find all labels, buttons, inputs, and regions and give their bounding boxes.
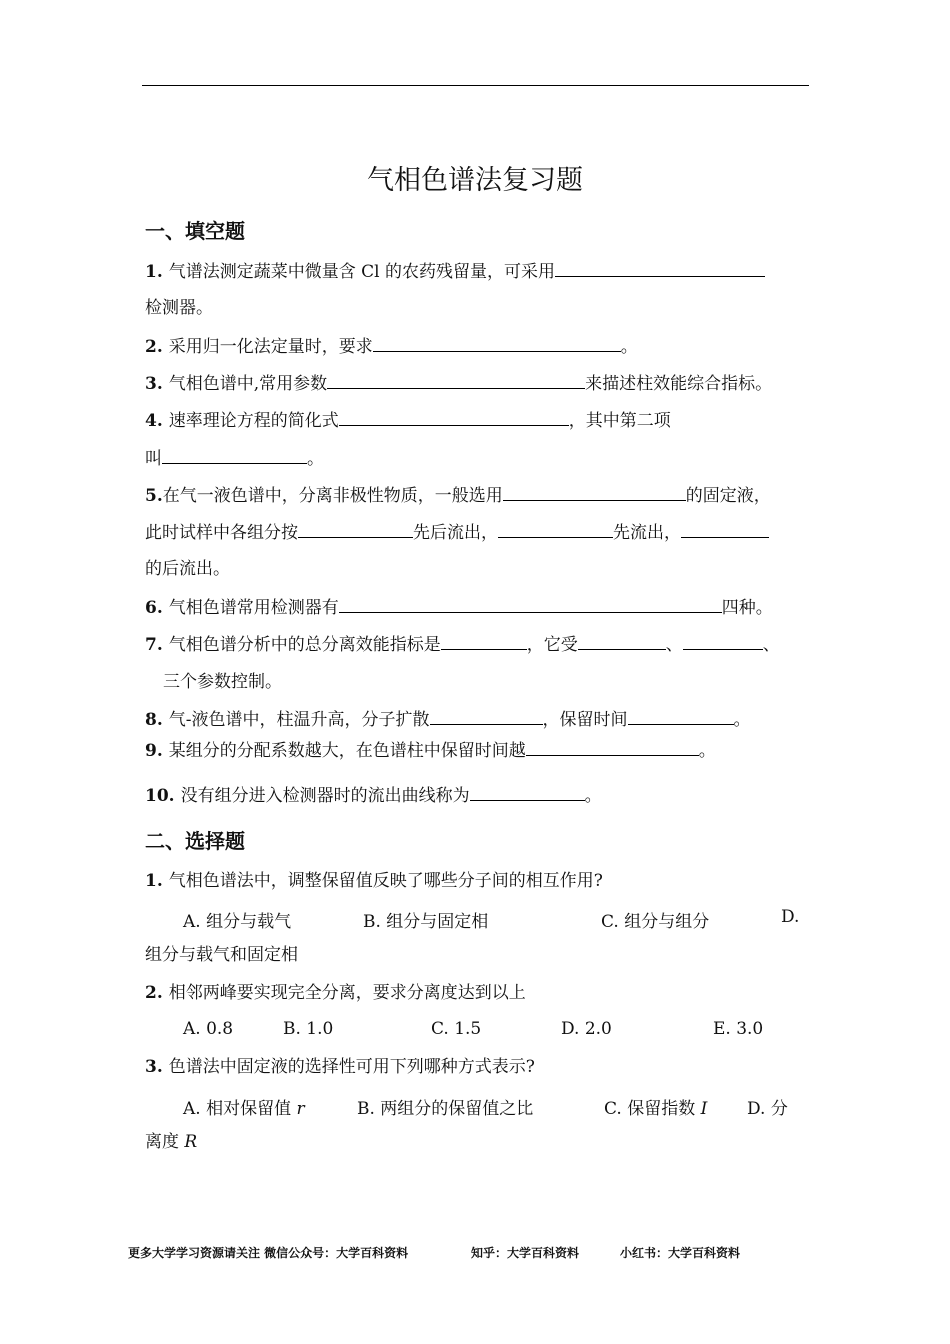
choice-q1-option-d-text: 组分与载气和固定相: [145, 945, 298, 965]
fill-q4-line2: 叫 。: [145, 449, 324, 469]
footer-wechat: 更多大学学习资源请关注 微信公众号：大学百科资料: [128, 1246, 409, 1260]
choice-q3-option-a[interactable]: A. 相对保留值 r: [183, 1099, 305, 1119]
answer-blank[interactable]: [298, 521, 413, 538]
header-rule: [142, 85, 809, 86]
answer-blank[interactable]: [339, 409, 569, 426]
fill-q4-line1: 4. 速率理论方程的简化式 ，其中第二项: [145, 411, 671, 431]
answer-blank[interactable]: [578, 633, 666, 650]
answer-blank[interactable]: [683, 633, 763, 650]
fill-q5-line3: 的后流出。: [145, 559, 230, 579]
fill-q6: 6. 气相色谱常用检测器有 四种。: [145, 598, 773, 618]
answer-blank[interactable]: [555, 260, 765, 277]
choice-q2-option-c[interactable]: C. 1.5: [431, 1019, 482, 1039]
answer-blank[interactable]: [339, 596, 722, 613]
fill-q3: 3. 气相色谱中,常用参数 来描述柱效能综合指标。: [145, 374, 773, 394]
choice-q3-option-b[interactable]: B. 两组分的保留值之比: [357, 1099, 534, 1119]
answer-blank[interactable]: [498, 521, 613, 538]
fill-q5-line1: 5.在气一液色谱中，分离非极性物质，一般选用 的固定液，: [145, 486, 771, 506]
fill-q1-line1: 1. 气谱法测定蔬菜中微量含 Cl 的农药残留量，可采用: [145, 260, 765, 283]
fill-q7-line1: 7. 气相色谱分析中的总分离效能指标是 ，它受 、 、: [145, 635, 780, 655]
fill-q1-line2: 检测器。: [145, 298, 213, 318]
fill-q7-line2: 三个参数控制。: [163, 672, 282, 692]
fill-q10: 10. 没有组分进入检测器时的流出曲线称为 。: [145, 786, 602, 806]
fill-q5-line2: 此时试样中各组分按 先后流出， 先流出，: [145, 521, 769, 544]
choice-q1-option-a[interactable]: A. 组分与载气: [183, 912, 292, 932]
choice-q1: 1. 气相色谱法中，调整保留值反映了哪些分子间的相互作用?: [145, 871, 603, 891]
fill-q9: 9. 某组分的分配系数越大，在色谱柱中保留时间越 。: [145, 741, 716, 761]
section-choice-heading: 二、选择题: [145, 829, 245, 853]
answer-blank[interactable]: [373, 335, 621, 352]
choice-q2-option-e[interactable]: E. 3.0: [713, 1019, 764, 1039]
footer-zhihu: 知乎：大学百科资料: [471, 1246, 580, 1260]
section-fill-heading: 一、填空题: [145, 219, 245, 243]
answer-blank[interactable]: [441, 633, 527, 650]
choice-q2: 2. 相邻两峰要实现完全分离，要求分离度达到以上: [145, 983, 526, 1003]
page-title: 气相色谱法复习题: [367, 165, 583, 196]
choice-q2-option-d[interactable]: D. 2.0: [561, 1019, 612, 1039]
choice-q1-option-b[interactable]: B. 组分与固定相: [363, 912, 489, 932]
answer-blank[interactable]: [526, 739, 699, 756]
answer-blank[interactable]: [327, 372, 585, 389]
choice-q3-option-d-text: 离度 R: [145, 1132, 198, 1152]
answer-blank[interactable]: [430, 708, 543, 725]
choice-q3-option-d[interactable]: D. 分: [747, 1099, 788, 1119]
answer-blank[interactable]: [162, 447, 307, 464]
choice-q3: 3. 色谱法中固定液的选择性可用下列哪种方式表示?: [145, 1057, 535, 1077]
answer-blank[interactable]: [470, 784, 585, 801]
fill-q2: 2. 采用归一化法定量时，要求 。: [145, 337, 638, 357]
fill-q8: 8. 气-液色谱中，柱温升高，分子扩散 ，保留时间 。: [145, 710, 751, 730]
answer-blank[interactable]: [628, 708, 734, 725]
choice-q1-option-c[interactable]: C. 组分与组分: [601, 912, 710, 932]
choice-q2-option-a[interactable]: A. 0.8: [183, 1019, 234, 1039]
footer-xiaohongshu: 小红书：大学百科资料: [620, 1246, 741, 1260]
choice-q1-option-d[interactable]: D.: [781, 907, 800, 927]
choice-q2-option-b[interactable]: B. 1.0: [283, 1019, 334, 1039]
answer-blank[interactable]: [681, 521, 769, 538]
choice-q3-option-c[interactable]: C. 保留指数 I: [604, 1099, 708, 1119]
answer-blank[interactable]: [503, 484, 686, 501]
